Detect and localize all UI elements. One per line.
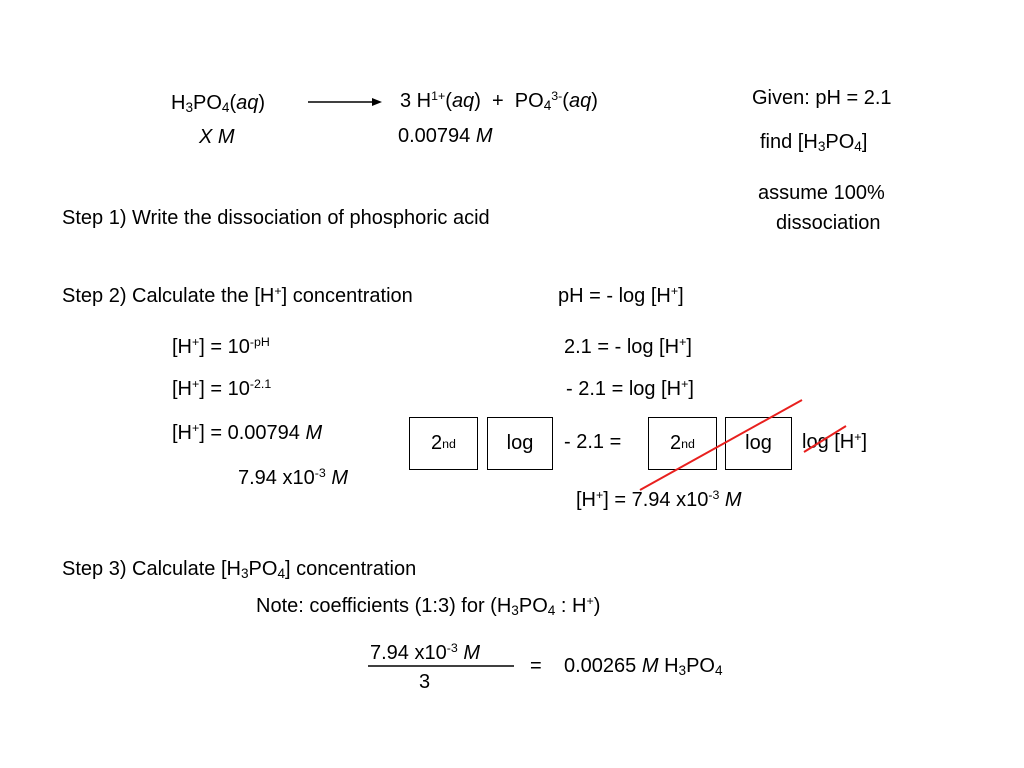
fraction-numerator: 7.94 $x10^{-3}$ M (370, 641, 480, 664)
product-concentration: 0.00794 M (398, 125, 493, 147)
calc-key-log-cancel: log (725, 417, 792, 470)
calc-key-2nd: 2 nd (409, 417, 478, 470)
final-result: 0.00265 M $H_3PO_4$ (564, 655, 723, 678)
solve-line-log: log [H+] (802, 430, 868, 453)
solve-line-2: - 2.1 = log [H+] (566, 377, 694, 400)
h-conc-result: [H+] = 7.94 $x10^{-3}$ M (576, 488, 742, 511)
coefficient-note: Note: coefficients (1:3) for ($H_3PO_4$ : H+) (256, 594, 601, 618)
solve-line-3: - 2.1 = (564, 431, 622, 453)
reactant-concentration: X M (199, 126, 235, 148)
step3-title: Step 3) Calculate $[H_3PO_4]$ concentration (62, 558, 417, 581)
find-target: find $[H_3PO_4]$ (760, 131, 868, 154)
products-formula: 3 $H^{1+}(aq) + PO_4^{3-}(aq)$ (400, 89, 598, 113)
fraction-equals: = (530, 655, 542, 677)
ph-definition: pH = - log [H+] (558, 284, 684, 307)
given-ph: Given: pH = 2.1 (752, 87, 892, 109)
h-conc-line-1: $[H^+] = 10^{-pH}$ (172, 335, 270, 358)
h-conc-scientific: 7.94 $x10^{-3}$ M (238, 466, 348, 489)
h-conc-line-2: $[H^+] = 10^{-2.1}$ (172, 377, 272, 400)
assumption-line2: dissociation (776, 212, 881, 234)
step2-title: Step 2) Calculate the [H+] concentration (62, 284, 413, 307)
h-conc-line-3: [H+] = 0.00794 M (172, 421, 323, 444)
assumption-line1: assume 100% (758, 182, 885, 204)
calc-key-log: log (487, 417, 553, 470)
reactant-formula: $H_3PO_4(aq)$ (171, 92, 266, 115)
calc-key-2nd-cancel: 2 nd (648, 417, 717, 470)
step1-text: Step 1) Write the dissociation of phosphoric acid (62, 207, 490, 229)
fraction-denominator: 3 (419, 671, 431, 693)
solve-line-1: 2.1 = - log [H+] (564, 335, 692, 358)
